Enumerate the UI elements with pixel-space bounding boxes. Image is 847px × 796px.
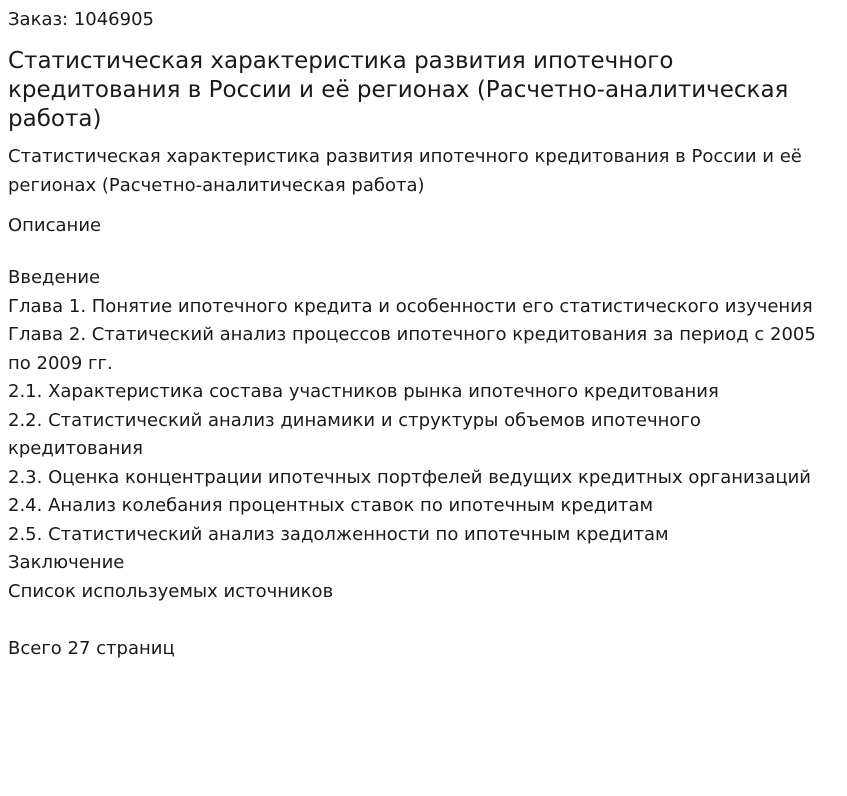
toc-item-section-2-2: 2.2. Статистический анализ динамики и структуры объемов ипотечного кредитования xyxy=(8,409,701,459)
toc-item-section-2-3: 2.3. Оценка концентрации ипотечных портфелей ведущих кредитных организаций xyxy=(8,466,812,488)
order-number: Заказ: 1046905 xyxy=(8,9,154,30)
description-label: Описание xyxy=(8,215,102,236)
toc-item-conclusion: Заключение xyxy=(8,552,125,573)
toc-item-chapter-2-period: по 2009 гг. xyxy=(8,352,113,374)
toc-item-section-2-5: 2.5. Статистический анализ задолженности по ипотечным кредитам xyxy=(8,523,669,545)
toc-item-chapter-2: Глава 2. Статический анализ процессов ипотечного кредитования за период с 2005 xyxy=(8,324,816,345)
page-subtitle: Статистическая характеристика развития ипотечного кредитования в России и её регионах (Расчетно-аналитическая работа) xyxy=(8,146,802,196)
toc-item-section-2-4: 2.4. Анализ колебания процентных ставок по ипотечным кредитам xyxy=(8,495,654,516)
page-title: Статистическая характеристика развития ипотечного кредитования в России и её регионах (Расчетно-аналитическая работа) xyxy=(8,48,789,132)
table-of-contents xyxy=(8,264,839,663)
toc-item-sources: Список используемых источников xyxy=(8,580,334,602)
toc-item-section-2-1: 2.1. Характеристика состава участников рынка ипотечного кредитования xyxy=(8,381,719,402)
page-count: Всего 27 страниц xyxy=(8,637,175,659)
toc-item-introduction: Введение xyxy=(8,267,101,288)
toc-item-chapter-1: Глава 1. Понятие ипотечного кредита и особенности его статистического изучения xyxy=(8,295,813,317)
blank-line xyxy=(8,606,839,635)
